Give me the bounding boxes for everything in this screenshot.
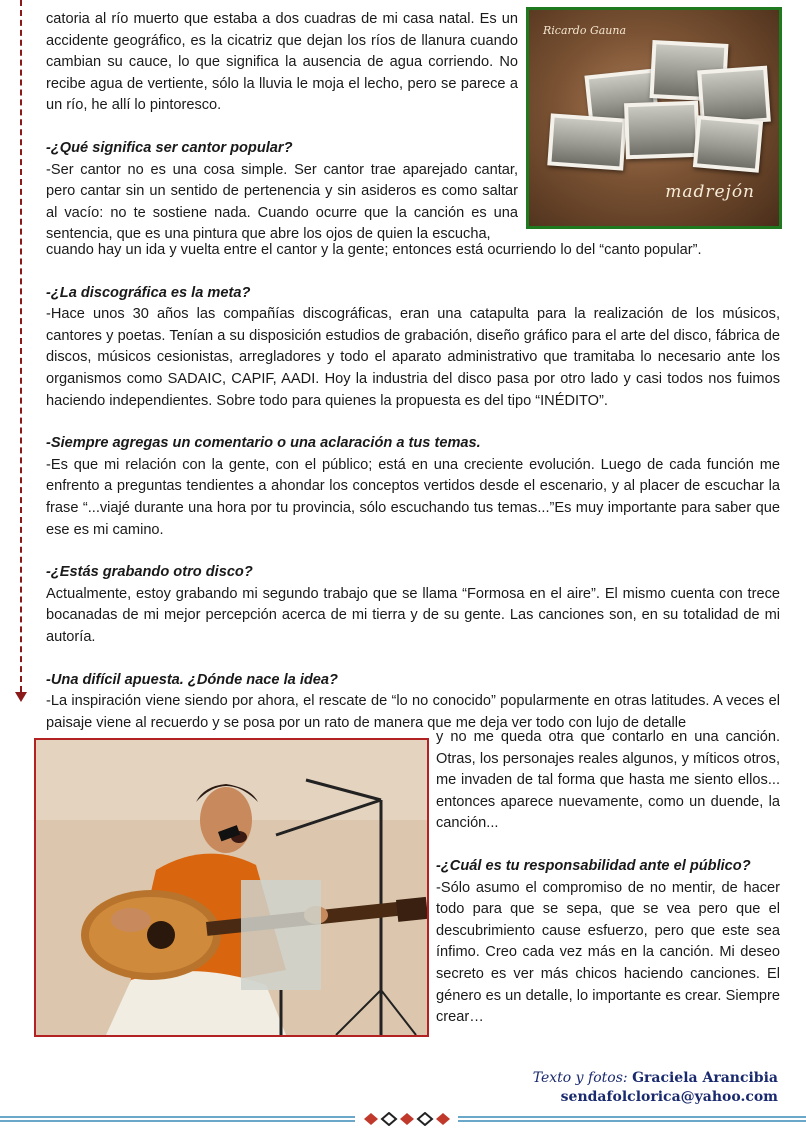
answer-otro-disco: Actualmente, estoy grabando mi segundo trabajo que se llama “Formosa en el aire”. El mismo cuenta con trece bocanadas de mi mejor percepción acerca de mi tierra y de su gente. Las canciones son, en su totalidad de mi autoría. [46, 585, 780, 645]
right-column-section [436, 727, 780, 1029]
album-photo [693, 115, 763, 173]
question-responsabilidad: -¿Cuál es tu responsabilidad ante el público? [436, 857, 751, 874]
question-cantor-popular: -¿Qué significa ser cantor popular? [46, 140, 293, 156]
answer-dificil-apuesta-a: -La inspiración viene siendo por ahora, el rescate de “lo no conocido” popularmente en otras latitudes. A veces el paisaje viene al recuerdo y se posa por un rato de manera que me deja ver todo con lujo de detalle [46, 693, 780, 731]
answer-cantor-popular-b: cuando hay un ida y vuelta entre el cantor y la gente; entonces está ocurriendo lo del “canto popular”. [46, 242, 702, 258]
singer-photo [34, 738, 429, 1037]
credit-label: Texto y fotos: [532, 1070, 628, 1086]
question-otro-disco: -¿Estás grabando otro disco? [46, 564, 253, 581]
singer-illustration [36, 740, 427, 1035]
intro-section [46, 9, 518, 117]
answer-cantor-popular-a: -Ser cantor no es una cosa simple. Ser cantor trae aparejado cantar, pero cantar sin un sentido de pertenencia y sin asideros es como saltar al vacío: no te sostiene nada. Cuando ocurre que la canción es una sentencia, que es una pintura que abre los ojos de quien la escucha, [46, 161, 518, 243]
album-photo [547, 113, 626, 170]
album-cover-image [526, 7, 782, 229]
question-dificil-apuesta: -Una difícil apuesta. ¿Dónde nace la idea? [46, 671, 338, 688]
dashed-margin-line [20, 0, 22, 692]
ornament-pattern-icon [362, 1112, 452, 1126]
question-comentario: -Siempre agregas un comentario o una aclaración a tus temas. [46, 435, 481, 452]
main-qa-section [46, 240, 780, 734]
credit-author-name: Graciela Arancibia [632, 1070, 778, 1086]
author-credit [533, 1069, 778, 1107]
answer-comentario: -Es que mi relación con la gente, con el público; está en una creciente evolución. Luego de cada función me enfrento a preguntas tendientes a ahondar los conceptos vertidos desde el escenario, y al placer de escuchar la frase “...viajé durante una hora por tu provincia, sólo escuchando tus temas...”Es muy importante para saber que ese es mi camino. [46, 456, 780, 538]
answer-discografica: -Hace unos 30 años las compañías discográficas, eran una catapulta para la realización de los músicos, cantores y poetas. Tenían a su disposición estudios de grabación, diseño gráfico para el arte del disco, fábrica de discos, músicos cesionistas, arregladores y todo el aparato administrativo que tramitaba lo necesario ante los organismos como SADAIC, CAPIF, AADI. Hoy la industria del disco pasa por otro lado y casi todos nos fuimos haciendo independientes. Sobre todo para quienes la propuesta es del tipo “INÉDITO”. [46, 306, 780, 409]
arrow-down-icon [15, 692, 27, 702]
question-discografica: -¿La discográfica es la meta? [46, 284, 251, 301]
qa-cantor-section [46, 138, 518, 246]
album-artist: Ricardo Gauna [543, 24, 627, 37]
credit-email: sendafolclorica@yahoo.com [560, 1089, 778, 1105]
footer-ornament [0, 1112, 806, 1126]
album-photo [624, 101, 700, 160]
intro-paragraph: catoria al río muerto que estaba a dos cuadras de mi casa natal. Es un accidente geográfico, es la cicatriz que dejan los ríos de llanura cuando cambian su cauce, lo que significa la ausencia de agua corriendo. No recibe agua de vertiente, sólo la lluvia le moja el lecho, pero se parece a un río, he allí lo pintoresco. [46, 11, 518, 114]
answer-dificil-apuesta-b: y no me queda otra que contarlo en una canción. Otras, los personajes reales algunos, y míticos otros, me invaden de tal forma que hasta me siento ellos... entonces aparece nuevamente, como un duende, la canción... [436, 729, 780, 832]
answer-responsabilidad: -Sólo asumo el compromiso de no mentir, de hacer todo para que se sepa, que se vea pero que el descubrimiento cause esfuerzo, pero que este sea ínfimo. Creo cada vez más en la canción. Mi deseo secreto es ver más chicos haciendo canciones. El género es un detalle, lo importante es crear. Siempre crear… [436, 879, 780, 1026]
album-title: madrejón [665, 182, 755, 202]
